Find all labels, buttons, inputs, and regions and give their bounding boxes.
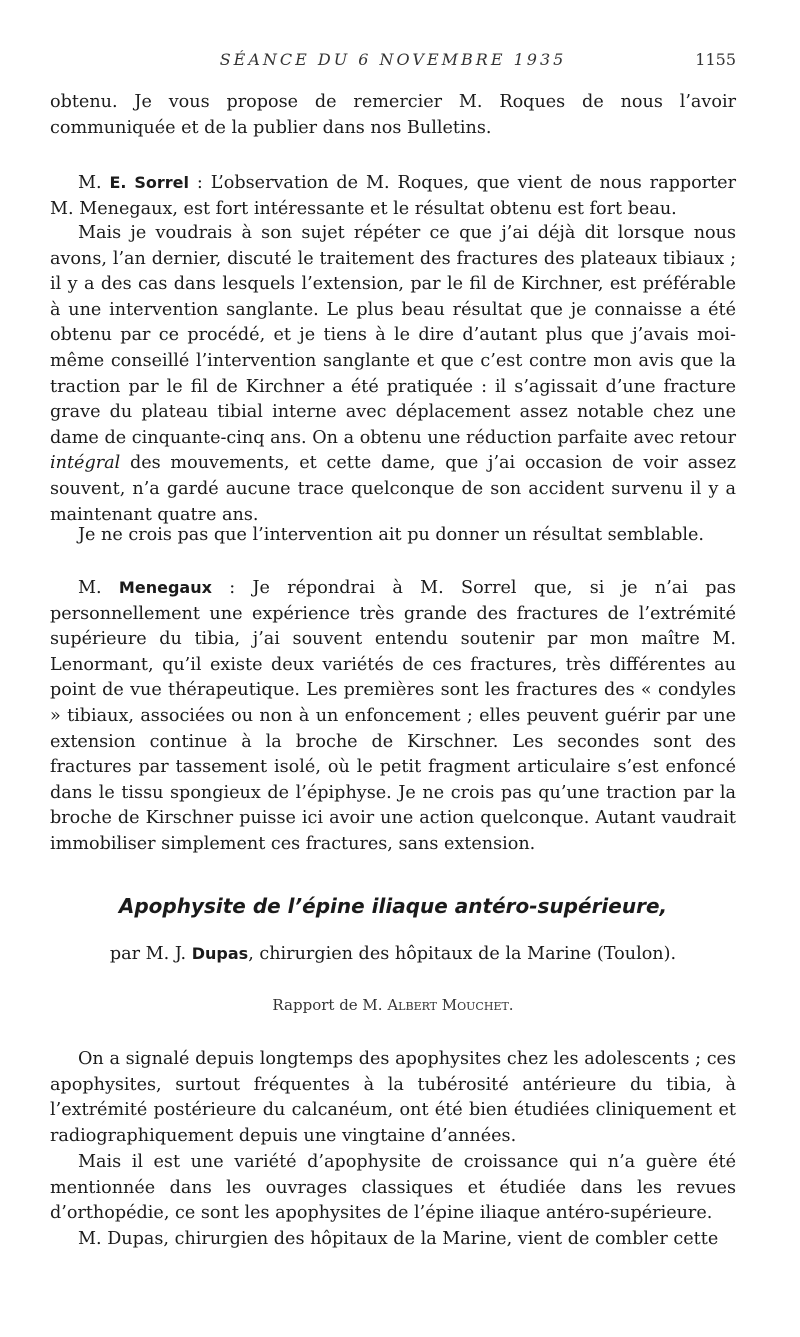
paragraph-text: On a signalé depuis longtemps des apophysites chez les adolescents ; ces apophysites, surtout fréquentes à la tubérosité antérieure du tibia, à l’extrémité postérieure du calcanéum, ont été bien étudiées cliniquement et radiographiquement depuis une vingtaine d’années. — [50, 1049, 736, 1146]
speaker-prefix: M. — [78, 173, 102, 193]
paragraph-dupas — [50, 1227, 736, 1253]
paragraph-text-cont: des mouvements, et cette dame, que j’ai occasion de voir assez souvent, n’a gardé aucune trace quelconque de son accident survenu il y a maintenant quatre ans. — [50, 453, 736, 525]
running-head: SÉANCE DU 6 NOVEMBRE 1935 — [219, 50, 567, 69]
paragraph-text: Mais je voudrais à son sujet répéter ce que j’ai déjà dit lorsque nous avons, l’an dernier, discuté le traitement des fractures des plateaux tibiaux ; il y a des cas dans lesquels l’extension, par le fil de Kirchner, est préférable à une intervention sanglante. Le plus beau résultat que je connaisse a été obtenu par ce procédé, et je tiens à le dire d’autant plus que j’avais moi-même conseillé l’intervention sanglante et que c’est contre mon avis que la traction par le fil de Kirchner a été pratiquée : il s’agissait d’une fracture grave du plateau tibial interne avec déplacement assez notable chez une dame de cinquante-cinq ans. On a obtenu une réduction parfaite avec retour — [50, 223, 736, 448]
italic-word: intégral — [50, 453, 121, 474]
paragraph-text: : Je répondrai à M. Sorrel que, si je n’ai pas personnellement une expérience très grande des fractures de l’extrémité supérieure du tibia, j’ai souvent entendu soutenir par mon maître M. Lenormant, qu’il existe deux variétés de ces fractures, très différentes au point de vue thérapeutique. Les premières sont les fractures des « condyles » tibiaux, associées ou non à un enfoncement ; elles peuvent guérir par une extension continue à la broche de Kirschner. Les secondes sont des fractures par tassement isolé, où le petit fragment articulaire s’est enfoncé dans le tissu spongieux de l’épiphyse. Je ne crois pas qu’une traction par la broche de Kirschner puisse ici avoir une action quelconque. Autant vaudrait immobiliser simplement ces fractures, sans extension. — [50, 578, 737, 854]
paragraph-sorrel-body — [50, 221, 736, 528]
page-number: 1155 — [695, 50, 736, 69]
paragraph-text: obtenu. Je vous propose de remercier M. Roques de nous l’avoir communiquée et de la publier dans nos Bulletins. — [50, 92, 736, 138]
author-name: Dupas — [191, 944, 249, 963]
speaker-name-menegaux: Menegaux — [118, 578, 212, 597]
reporter-name: Albert Mouchet. — [387, 996, 514, 1014]
report-line — [50, 996, 736, 1014]
paragraph-menegaux-reply — [50, 575, 736, 858]
paragraph-sorrel-intro — [50, 170, 736, 222]
byline-suffix: , chirurgien des hôpitaux de la Marine (Toulon). — [248, 944, 677, 964]
paragraph-sorrel-conclusion — [50, 523, 736, 549]
speaker-prefix: M. — [78, 578, 102, 598]
article-byline — [50, 944, 736, 964]
paragraph-text: Mais il est une variété d’apophysite de croissance qui n’a guère été mentionnée dans les ouvrages classiques et étudiée dans les revues d’orthopédie, ce sont les apophysites de l’épine iliaque antéro-supérieure. — [50, 1152, 736, 1224]
speaker-name-sorrel: E. Sorrel — [109, 173, 190, 192]
paragraph-apophysites-variety — [50, 1150, 736, 1227]
byline-prefix: par M. J. — [109, 944, 187, 964]
article-title: Apophysite de l’épine iliaque antéro-supérieure, — [118, 894, 668, 918]
page-header — [50, 50, 736, 74]
report-prefix: Rapport de M. — [272, 996, 383, 1014]
paragraph-text: M. Dupas, chirurgien des hôpitaux de la Marine, vient de combler cette — [78, 1229, 719, 1249]
paragraph-text: Je ne crois pas que l’intervention ait pu donner un résultat semblable. — [78, 525, 705, 545]
paragraph-text: : L’observation de M. Roques, que vient de nous rapporter M. Menegaux, est fort intéressante et le résultat obtenu est fort beau. — [50, 173, 737, 219]
paragraph-continuation — [50, 90, 736, 141]
paragraph-apophysites-intro — [50, 1047, 736, 1149]
